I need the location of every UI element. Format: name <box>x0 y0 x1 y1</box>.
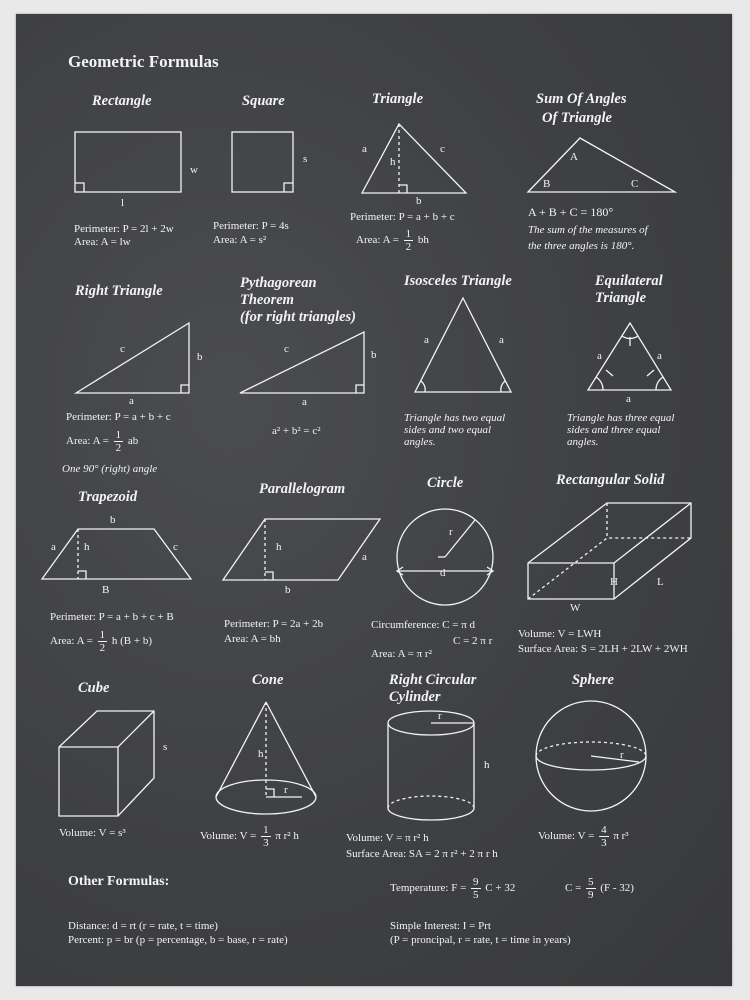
isosceles-label-a1: a <box>424 334 429 346</box>
right-triangle-area: Area: A = $\frac{1}{2}$ ab <box>66 429 139 454</box>
celsius-formula: C = $\frac{5}{9}$ (F - 32) <box>565 876 634 901</box>
trapezoid-label-c: c <box>173 541 178 553</box>
right-triangle-label-a: a <box>129 395 134 407</box>
rect-solid-label-H: H <box>610 576 618 588</box>
simple-interest-note: (P = pronc​ipal, r = rate, t = time in years) <box>390 934 571 946</box>
right-triangle-shape <box>76 323 189 393</box>
right-triangle-heading: Right Triangle <box>75 283 163 299</box>
sum-angles-label-C: C <box>631 178 639 190</box>
triangle-shape <box>362 124 466 193</box>
temperature-formula: Temperature: F = $\frac{9}{5}$ C + 32 <box>390 876 516 901</box>
sum-angles-heading-1: Sum Of Angles <box>536 91 627 107</box>
trapezoid-perimeter: Perimeter: P = a + b + c + B <box>50 611 174 623</box>
triangle-label-a: a <box>362 143 367 155</box>
parallelogram-heading: Parallelogram <box>259 481 346 497</box>
sum-angles-note-1: The sum of the measures of <box>528 224 648 236</box>
rectangle-perimeter: Perimeter: P = 2l + 2w <box>74 223 174 235</box>
circle-label-d: d <box>440 567 446 579</box>
parallelogram-label-h: h <box>276 541 282 553</box>
trapezoid-label-a: a <box>51 541 56 553</box>
cone-label-h: h <box>258 748 264 760</box>
triangle-heading: Triangle <box>372 91 424 107</box>
cylinder-heading-1: Right Circular <box>389 672 477 688</box>
square-label-s: s <box>303 153 308 165</box>
right-triangle-perimeter: Perimeter: P = a + b + c <box>66 411 171 423</box>
equilateral-label-a2: a <box>657 350 662 362</box>
rect-solid-heading: Rectangular Solid <box>556 472 665 488</box>
pythagorean-heading-2: Theorem <box>240 292 294 308</box>
cylinder-surface: Surface Area: SA = 2 π r² + 2 π r h <box>346 848 498 860</box>
equilateral-heading-2: Triangle <box>595 290 647 306</box>
equilateral-note-3: angles. <box>567 436 599 448</box>
cylinder-volume: Volume: V = π r² h <box>346 832 429 844</box>
triangle-label-c: c <box>440 143 445 155</box>
square-perimeter: Perimeter: P = 4s <box>213 220 289 232</box>
circle-area: Area: A = π r² <box>371 648 432 660</box>
pythagorean-label-a: a <box>302 396 307 408</box>
sum-angles-label-B: B <box>543 178 551 190</box>
equilateral-note-1: Triangle has three equal <box>567 412 675 424</box>
sum-angles-note-2: the three angles is 180°. <box>528 240 635 252</box>
other-formulas-heading: Other Formulas: <box>68 874 170 889</box>
cone-heading: Cone <box>252 672 284 688</box>
sum-angles-heading-2: Of Triangle <box>542 110 612 126</box>
parallelogram-area: Area: A = bh <box>224 633 281 645</box>
trapezoid-shape <box>42 529 191 579</box>
equilateral-label-a1: a <box>597 350 602 362</box>
parallelogram-label-b: b <box>285 584 291 596</box>
isosceles-note-1: Triangle has two equal <box>404 412 506 424</box>
sphere-label-r: r <box>620 749 624 761</box>
page-title: Geometric Formulas <box>68 52 219 71</box>
cube-heading: Cube <box>78 680 110 696</box>
cylinder-heading-2: Cylinder <box>389 689 441 705</box>
cube-label-s: s <box>163 741 168 753</box>
rectangle-shape <box>75 132 181 192</box>
cone-shape <box>216 702 316 814</box>
isosceles-heading: Isosceles Triangle <box>404 273 512 289</box>
square-area: Area: A = s² <box>213 234 267 246</box>
trapezoid-label-B: B <box>102 584 110 596</box>
equilateral-note-2: sides and three equal <box>567 424 661 436</box>
sum-angles-formula: A + B + C = 180° <box>528 205 614 219</box>
pythagorean-formula: a² + b² = c² <box>272 425 321 437</box>
equilateral-label-a3: a <box>626 393 631 405</box>
sphere-volume: Volume: V = $\frac{4}{3}$ π r³ <box>538 824 629 849</box>
cone-volume: Volume: V = $\frac{1}{3}$ π r² h <box>200 824 299 849</box>
square-shape <box>232 132 293 192</box>
circle-circumference-2: C = 2 π r <box>453 635 493 647</box>
cylinder-label-h: h <box>484 759 490 771</box>
equilateral-heading-1: Equilateral <box>595 273 663 289</box>
pythagorean-heading-1: Pythagorean <box>240 275 317 291</box>
sum-angles-label-A: A <box>570 151 578 163</box>
trapezoid-label-b: b <box>110 514 116 526</box>
cone-label-r: r <box>284 784 288 796</box>
sphere-heading: Sphere <box>572 672 614 688</box>
isosceles-label-a2: a <box>499 334 504 346</box>
sphere-shape <box>536 701 646 811</box>
pythagorean-label-b: b <box>371 349 377 361</box>
isosceles-note-2: sides and two equal <box>404 424 492 436</box>
triangle-label-b: b <box>416 195 422 207</box>
pythagorean-triangle-shape <box>240 332 364 393</box>
triangle-perimeter: Perimeter: P = a + b + c <box>350 211 455 223</box>
parallelogram-perimeter: Perimeter: P = 2a + 2b <box>224 618 324 630</box>
rectangle-label-l: l <box>121 197 125 209</box>
cube-shape <box>59 711 154 816</box>
right-triangle-note: One 90° (right) angle <box>62 463 158 475</box>
triangle-label-h: h <box>390 156 396 168</box>
cylinder-shape <box>388 711 474 820</box>
isosceles-triangle-shape <box>415 298 511 392</box>
parallelogram-shape <box>223 519 380 580</box>
rectangle-heading: Rectangle <box>92 93 152 109</box>
cube-volume: Volume: V = s³ <box>59 827 126 839</box>
distance-formula: Distance: d = rt (r = rate, t = time) <box>68 920 218 932</box>
right-triangle-label-c: c <box>120 343 125 355</box>
rect-solid-volume: Volume: V = LWH <box>518 628 602 640</box>
rect-solid-label-W: W <box>570 602 581 614</box>
rect-solid-label-L: L <box>657 576 664 588</box>
rectangle-area: Area: A = lw <box>74 236 131 248</box>
simple-interest-formula: Simple Interest: I = Prt <box>390 920 491 932</box>
triangle-area: Area: A = $\frac{1}{2}$ bh <box>356 228 429 253</box>
trapezoid-heading: Trapezoid <box>78 489 138 505</box>
circle-shape <box>397 509 493 605</box>
square-heading: Square <box>242 93 285 109</box>
percent-formula: Percent: p = br (p = percentage, b = base, r = rate) <box>68 934 288 946</box>
rectangle-label-w: w <box>190 164 198 176</box>
pythagorean-label-c: c <box>284 343 289 355</box>
circle-heading: Circle <box>427 475 464 491</box>
isosceles-note-3: angles. <box>404 436 436 448</box>
circle-circumference: Circumference: C = π d <box>371 619 476 631</box>
circle-label-r: r <box>449 526 453 538</box>
trapezoid-label-h: h <box>84 541 90 553</box>
pythagorean-heading-3: (for right triangles) <box>240 309 357 325</box>
cylinder-label-r: r <box>438 710 442 722</box>
trapezoid-area: Area: A = $\frac{1}{2}$ h (B + b) <box>50 629 152 654</box>
rect-solid-surface: Surface Area: S = 2LH + 2LW + 2WH <box>518 643 688 655</box>
parallelogram-label-a: a <box>362 551 367 563</box>
right-triangle-label-b: b <box>197 351 203 363</box>
